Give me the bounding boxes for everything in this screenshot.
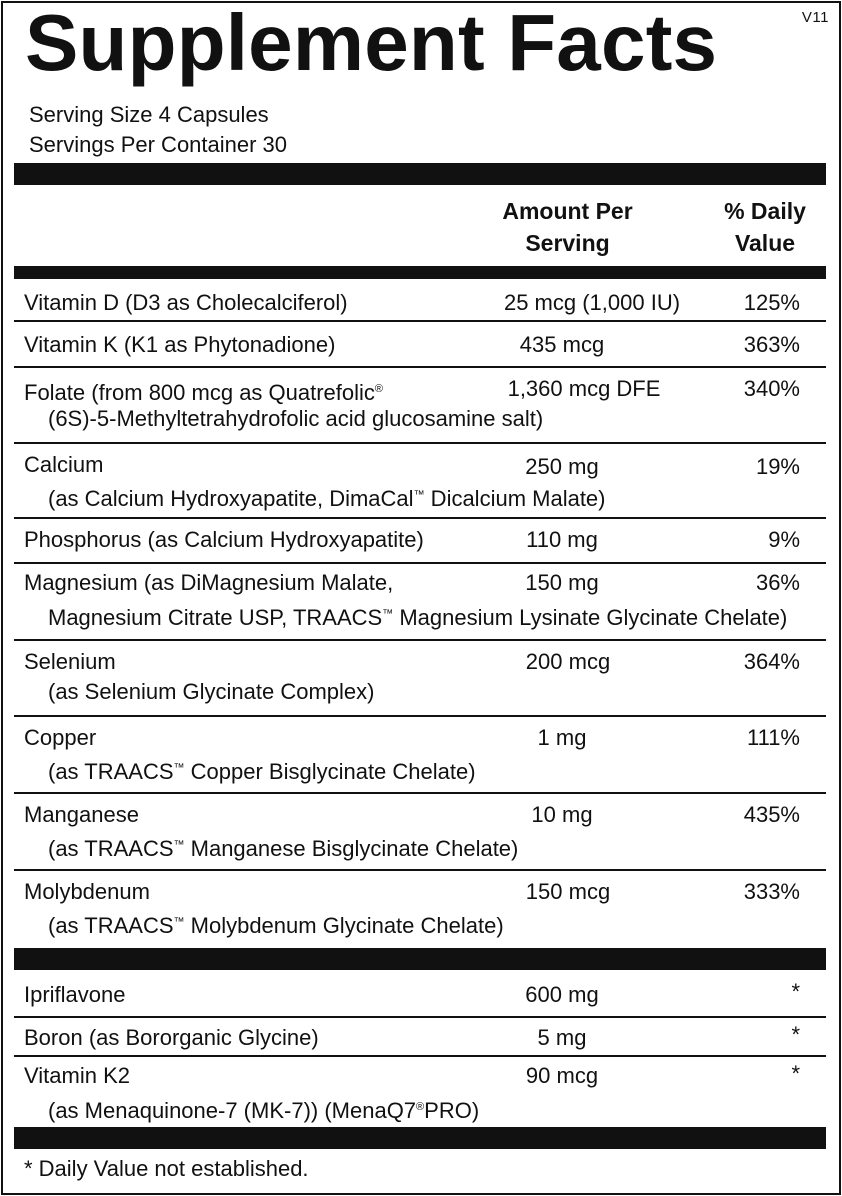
nutrient-dv: 340% (743, 376, 800, 401)
amount-header-line1: Amount Per (502, 198, 633, 224)
nutrient-name: Phosphorus (as Calcium Hydroxyapatite) (24, 527, 424, 552)
nutrient-dv: 364% (743, 649, 800, 674)
amount-header (470, 195, 665, 259)
nutrient-amount: 1,360 mcg DFE (507, 376, 661, 401)
nutrient-name: Manganese (24, 802, 139, 827)
nutrient-amount: 10 mg (531, 802, 593, 827)
nutrient-name: Selenium (24, 649, 116, 674)
row-divider (14, 562, 826, 564)
row-divider (14, 792, 826, 794)
servings-per-container: Servings Per Container 30 (29, 132, 288, 157)
daily-value-header-line1: % Daily (724, 198, 806, 224)
nutrient-amount: 250 mg (525, 454, 599, 479)
nutrient-name: Copper (24, 725, 97, 750)
row-divider (14, 715, 826, 717)
ingredient-amount: 90 mcg (525, 1063, 599, 1088)
nutrient-source: (6S)-5-Methyltetrahydrofolic acid glucosamine salt) (48, 406, 544, 431)
nutrient-amount: 150 mcg (525, 879, 611, 904)
row-divider (14, 1055, 826, 1057)
nutrient-amount: 1 mg (537, 725, 587, 750)
row-divider (14, 639, 826, 641)
nutrient-name: Vitamin K (K1 as Phytonadione) (24, 332, 336, 357)
ingredient-source: (as Menaquinone-7 (MK-7)) (MenaQ7®PRO) (48, 1098, 480, 1123)
nutrient-dv: 36% (755, 570, 800, 595)
nutrient-source: (as TRAACS™ Molybdenum Glycinate Chelate) (48, 913, 504, 938)
row-divider (14, 366, 826, 368)
medium-divider (14, 266, 826, 279)
page-title: Supplement Facts (25, 0, 718, 87)
thick-divider (14, 163, 826, 185)
version-label: V11 (801, 9, 829, 26)
nutrient-dv: 333% (743, 879, 800, 904)
nutrient-amount: 150 mg (525, 570, 599, 595)
nutrient-dv: 19% (755, 454, 800, 479)
nutrient-dv: 435% (743, 802, 800, 827)
row-divider (14, 517, 826, 519)
nutrient-name: Molybdenum (24, 879, 150, 904)
nutrient-dv: 363% (743, 332, 800, 357)
thick-divider (14, 948, 826, 970)
nutrient-amount: 25 mcg (1,000 IU) (503, 290, 681, 315)
amount-header-line2: Serving (525, 230, 610, 256)
nutrient-amount: 435 mcg (519, 332, 605, 357)
row-divider (14, 869, 826, 871)
row-divider (14, 320, 826, 322)
nutrient-dv: 111% (746, 725, 800, 750)
nutrient-name: Magnesium (as DiMagnesium Malate, (24, 570, 394, 595)
ingredient-amount: 600 mg (525, 982, 599, 1007)
ingredient-name: Ipriflavone (24, 982, 126, 1007)
ingredient-dv: * (791, 1022, 800, 1047)
nutrient-amount: 110 mg (526, 527, 598, 552)
nutrient-source: (as TRAACS™ Manganese Bisglycinate Chelate) (48, 836, 519, 861)
ingredient-name: Vitamin K2 (24, 1063, 130, 1088)
serving-size: Serving Size 4 Capsules (29, 102, 269, 127)
ingredient-name: Boron (as Bororganic Glycine) (24, 1025, 319, 1050)
nutrient-source: Magnesium Citrate USP, TRAACS™ Magnesium Lysinate Glycinate Chelate) (48, 605, 788, 630)
ingredient-dv: * (791, 979, 800, 1004)
daily-value-header (705, 195, 825, 259)
nutrient-name: Folate (from 800 mcg as Quatrefolic® (24, 380, 384, 405)
nutrient-name: Calcium (24, 452, 104, 477)
nutrient-name: Vitamin D (D3 as Cholecalciferol) (24, 290, 348, 315)
ingredient-amount: 5 mg (537, 1025, 587, 1050)
row-divider (14, 442, 826, 444)
row-divider (14, 1016, 826, 1018)
nutrient-source: (as Selenium Glycinate Complex) (48, 679, 375, 704)
nutrient-amount: 200 mcg (525, 649, 611, 674)
nutrient-source: (as Calcium Hydroxyapatite, DimaCal™ Dicalcium Malate) (48, 486, 606, 511)
daily-value-header-line2: Value (734, 230, 796, 256)
footnote: * Daily Value not established. (24, 1156, 309, 1181)
nutrient-dv: 9% (768, 527, 800, 552)
thick-divider (14, 1127, 826, 1149)
ingredient-dv: * (791, 1061, 800, 1086)
nutrient-dv: 125% (743, 290, 800, 315)
nutrient-source: (as TRAACS™ Copper Bisglycinate Chelate) (48, 759, 476, 784)
